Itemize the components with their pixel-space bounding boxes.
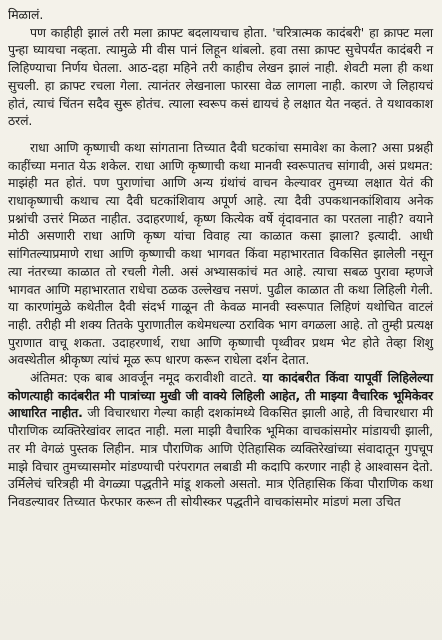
paragraph-3-text-emphasis: या कादंबरीत किंवा यापूर्वी लिहिलेल्या कोणत्याही कादंबरीत मी पात्रांच्या मुखी जी वाक्ये लिहिली आहेत, ती माझ्या वैचारिक भूमिकेवर आधारित नाहीत.	[8, 370, 433, 421]
paragraph-3-text-intro: अंतिमत: एक बाब आवर्जून नमूद करावीशी वाटते.	[30, 370, 263, 386]
paragraph-1-text: पण काहीही झालं तरी मला क्राफ्ट बदलायचाच होता. 'चरित्रात्मक कादंबरी' हा क्राफ्ट मला पुन्हा घ्यायचा नव्हता. त्यामुळे मी वीस पानं लिहून थांबलो. हवा तसा क्राफ्ट सुचेपर्यंत कादंबरी न लिहिण्याचा निर्णय घेतला. आठ-दहा महिने तरी काहीच लेखन झालं नाही. शेवटी मला ही कथा सुचली. हा क्राफ्ट रचला गेला. त्यानंतर लेखनाला फारसा वेळ लागला नाही. कारण जे लिहायचं होतं, त्याचं चिंतन सदैव सुरू होतंच. त्याला स्वरूप कसं द्यायचं हे लक्षात येत नव्हतं. ते यथावकाश ठरलं.	[8, 24, 433, 129]
paragraph-2-text: राधा आणि कृष्णाची कथा सांगताना तिच्यात दैवी घटकांचा समावेश का केला? असा प्रश्नही काहींच्या मनात येऊ शकेल. राधा आणि कृष्णाची कथा मानवी स्वरूपातच सांगावी, असं प्रथमत: माझंही मत होतं. पण पुराणांचा आणि अन्य ग्रंथांचं वाचन केल्यावर तुमच्या लक्षात येतं की राधाकृष्णाची कथाच त्या दैवी घटकांशिवाय अपूर्ण आहे. त्या दैवी उपकथानकांशिवाय अनेक प्रश्नांची उत्तरं मिळत नाहीत. उदाहरणार्थ, कृष्ण कित्येक वर्षे वृंदावनात का परतला नाही? वयाने मोठी असणारी राधा आणि कृष्ण यांचा विवाह त्या काळात कसा झाला? इत्यादी. आधी सांगितल्याप्रमाणे राधा आणि कृष्णाची कथा भागवत किंवा महाभारतात विकसित झालेली नसून त्या नंतरच्या काळात तो रचली गेली. असं अभ्यासकांचं मत आहे. त्याचा सबळ पुरावा म्हणजे भागवत आणि महाभारतात राधेचा ठळक उल्लेखच नसणं. पुढील काळात ती कथा लिहिली गेली. या कारणांमुळे कथेतील दैवी संदर्भ गाळून ती केवळ मानवी स्वरूपात लिहिणं यथोचित वाटलं नाही. तरीही मी शक्य तितके पुराणातील कथेमधल्या ठराविक भाग वगळला आहे. तो तुम्ही प्रत्यक्ष पुराणात वाचू शकता. उदाहरणार्थ, राधा आणि कृष्णाची पृथ्वीवर प्रथम भेट होते तेव्हा शिशु अवस्थेतील श्रीकृष्ण त्यांचं मूळ रूप धारण करून राधेला दर्शन देतात.	[8, 139, 433, 368]
paragraph-3	[8, 369, 433, 511]
paragraph-2	[8, 139, 433, 369]
paragraph-0	[8, 6, 433, 24]
paragraph-3-text-rest: जी विचारधारा गेल्या काही दशकांमध्ये विकसित झाली आहे, ती विचारधारा मी पौराणिक व्यक्तिरेखांवर लादत नाही. मला माझी वैचारिक भूमिका वाचकांसमोर मांडायची झाली, तर मी वेगळं पुस्तक लिहीन. मात्र पौराणिक आणि ऐतिहासिक व्यक्तिरेखांच्या संवादातून गुपचूप माझे विचार तुमच्यासमोर मांडण्याची परंपरागत लबाडी मी कदापि करणार नाही हे आश्वासन देतो. उर्मिलेचं चरित्रही मी वेगळ्या पद्धतीने मांडू शकलो असतो. मात्र ऐतिहासिक किंवा पौराणिक कथा निवडल्यावर तिच्यात फेरफार करून ती सोयीस्कर पद्धतीने वाचकांसमोर मांडणं मला उचित	[8, 405, 433, 509]
paragraph-1	[8, 24, 433, 130]
paragraph-gap	[8, 130, 433, 139]
paragraph-0-text: मिळालं.	[8, 7, 44, 22]
